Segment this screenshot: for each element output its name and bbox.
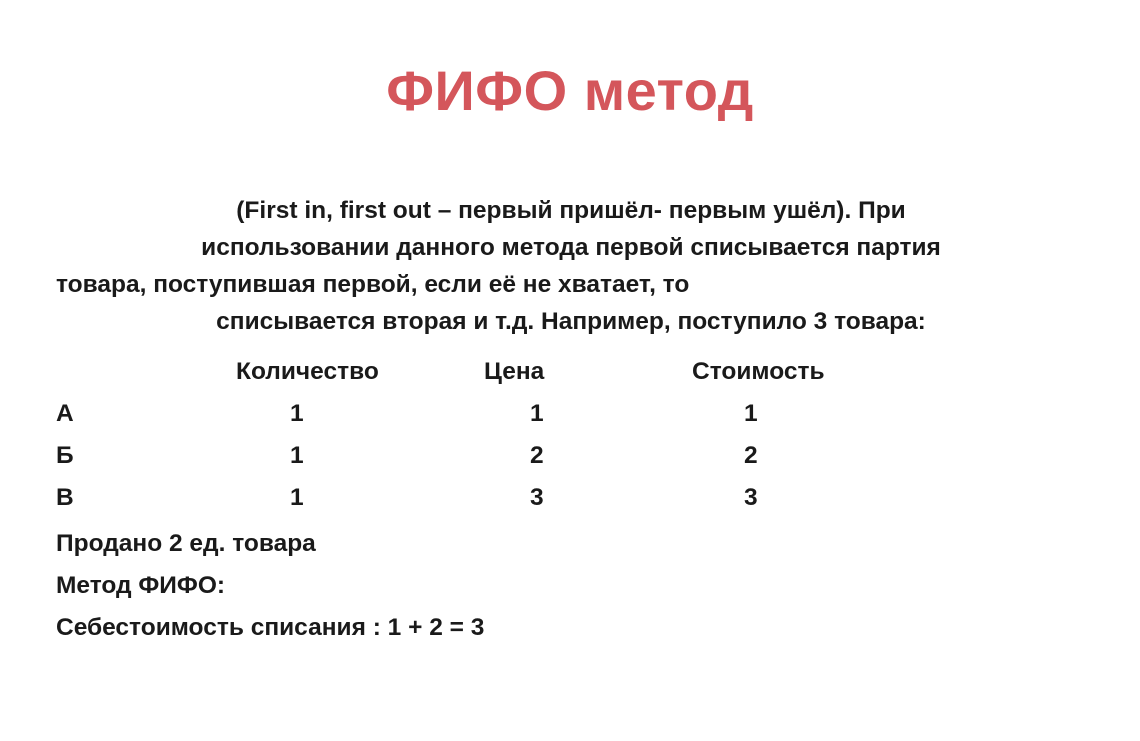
goods-table-body xyxy=(56,393,924,519)
goods-table-head xyxy=(56,351,924,393)
table-row xyxy=(56,393,924,435)
goods-table xyxy=(56,351,924,519)
cell-item: А xyxy=(56,400,74,427)
page-title: ФИФО метод xyxy=(386,59,754,122)
table-row xyxy=(56,435,924,477)
cell-cost: 1 xyxy=(744,400,758,427)
header-quantity: Количество xyxy=(236,358,379,385)
goods-table-wrapper xyxy=(56,351,1086,519)
paragraph-line-4: списывается вторая и т.д. Например, поступило 3 товара: xyxy=(216,308,926,335)
cell-price: 3 xyxy=(530,484,544,511)
cell-cost: 3 xyxy=(744,484,758,511)
sold-quantity-line: Продано 2 ед. товара xyxy=(56,530,316,557)
header-item xyxy=(56,351,158,393)
cell-item: Б xyxy=(56,442,74,469)
table-row xyxy=(56,477,924,519)
header-cost: Стоимость xyxy=(692,358,825,385)
table-header-row xyxy=(56,351,924,393)
method-line: Метод ФИФО: xyxy=(56,572,226,599)
cell-price: 1 xyxy=(530,400,544,427)
paragraph-line-1: (First in, first out – первый пришёл- первым ушёл). При xyxy=(236,197,906,224)
slide-body xyxy=(56,192,1086,649)
cell-quantity: 1 xyxy=(290,484,304,511)
summary-lines xyxy=(56,523,1086,649)
cost-calculation-line: Себестоимость списания : 1 + 2 = 3 xyxy=(56,614,485,641)
paragraph-line-3: товара, поступившая первой, если её не хватает, то xyxy=(56,271,690,298)
intro-paragraph xyxy=(56,192,1086,340)
header-price: Цена xyxy=(484,358,545,385)
cell-item: В xyxy=(56,484,74,511)
cell-price: 2 xyxy=(530,442,544,469)
paragraph-line-2: использовании данного метода первой списывается партия xyxy=(201,234,941,261)
cell-cost: 2 xyxy=(744,442,758,469)
cell-quantity: 1 xyxy=(290,400,304,427)
cell-quantity: 1 xyxy=(290,442,304,469)
